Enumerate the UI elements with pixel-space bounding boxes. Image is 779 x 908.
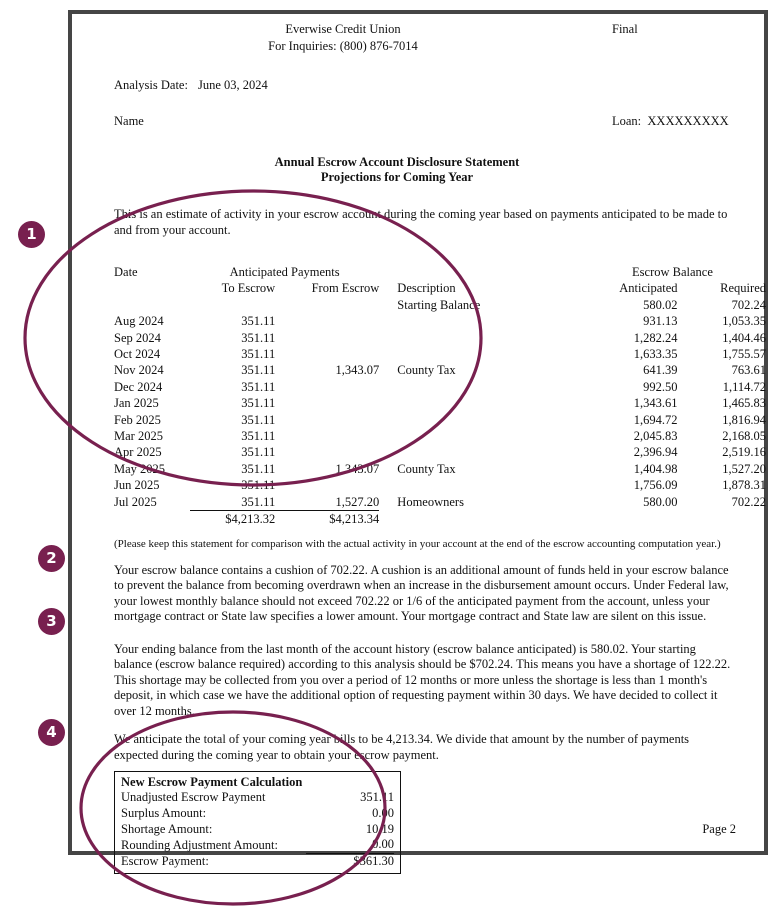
calculation-label: Shortage Amount: bbox=[121, 821, 213, 836]
cell-to-escrow: 351.11 bbox=[241, 363, 276, 378]
calculation-value: 10.19 bbox=[365, 821, 394, 836]
escrow-projection-table bbox=[114, 264, 766, 528]
cell-anticipated: 1,756.09 bbox=[633, 478, 678, 493]
table-footnote: (Please keep this statement for comparison with the actual activity in your account at the end of the escrow accounting computation year.) bbox=[114, 537, 721, 550]
cell-to-escrow: 351.11 bbox=[241, 379, 276, 394]
loan-number: Loan: XXXXXXXXX bbox=[612, 114, 729, 128]
cell-date: Nov 2024 bbox=[114, 363, 164, 378]
para-spacer-2 bbox=[94, 625, 742, 642]
col-header-date: Date bbox=[114, 265, 138, 279]
cell-anticipated: 1,282.24 bbox=[633, 330, 678, 345]
calculation-row-final bbox=[121, 854, 394, 870]
table-row bbox=[114, 379, 766, 395]
header-spacer bbox=[94, 56, 742, 78]
col-subheader-to-escrow: To Escrow bbox=[221, 281, 276, 296]
calculation-final-label: Escrow Payment: bbox=[121, 853, 209, 868]
cell-to-escrow: 351.11 bbox=[241, 429, 276, 444]
cell-required: 1,465.83 bbox=[722, 396, 766, 411]
calculation-table bbox=[121, 790, 394, 870]
table-row bbox=[114, 477, 766, 493]
analysis-date-value: June 03, 2024 bbox=[197, 78, 268, 92]
cell-required: 702.24 bbox=[731, 297, 766, 312]
cell-from-escrow bbox=[275, 395, 379, 411]
analysis-date-line bbox=[94, 78, 742, 97]
inquiries-phone: For Inquiries: (800) 876-7014 bbox=[268, 39, 418, 53]
calculation-row bbox=[121, 790, 394, 806]
cell-from-escrow bbox=[275, 428, 379, 444]
cell-from-escrow: 1,343.07 bbox=[335, 461, 380, 476]
cell-totals-description bbox=[379, 511, 579, 528]
cell-date: Sep 2024 bbox=[114, 330, 161, 345]
table-row bbox=[114, 428, 766, 444]
col-group-header-spacer bbox=[379, 264, 579, 280]
cell-date: Jan 2025 bbox=[114, 396, 159, 411]
calculation-label: Rounding Adjustment Amount: bbox=[121, 837, 278, 852]
cell-anticipated: 580.02 bbox=[643, 297, 678, 312]
cell-anticipated: 580.00 bbox=[643, 495, 678, 510]
cell-totals-date bbox=[114, 511, 190, 528]
cell-required: 1,816.94 bbox=[722, 412, 766, 427]
cell-required: 1,878.31 bbox=[722, 478, 766, 493]
page-title-line-2: Projections for Coming Year bbox=[320, 170, 474, 184]
cell-from-escrow bbox=[275, 313, 379, 329]
cell-description bbox=[379, 346, 579, 362]
calculation-row bbox=[121, 837, 394, 853]
shortage-paragraph: Your ending balance from the last month of the account history (escrow balance anticipated) is 580.02. Your starting balance (escrow balance required) according to this analysis should be $702.24. This means you have a shortage of 122.22. This shortage may be collected from you over a period of 12 months or more unless the shortage is less than 1 month's deposit, in which case we have the additional option of requesting payment within 30 days. We have decided to collect it over 12 months. bbox=[114, 641, 731, 718]
cell-from-escrow bbox=[275, 346, 379, 362]
cell-description bbox=[379, 428, 579, 444]
cell-description bbox=[379, 444, 579, 460]
cell-date: Jun 2025 bbox=[114, 478, 160, 493]
document-page bbox=[68, 10, 768, 869]
cell-date: Feb 2025 bbox=[114, 412, 161, 427]
cushion-paragraph: Your escrow balance contains a cushion of 702.22. A cushion is an additional amount of funds held in your escrow balance to prevent the balance from becoming overdrawn when an increase in the disbursement amount occurs. Under Federal law, your lowest monthly balance should not exceed 702.22 or 1/6 of the anticipated payment from the account, unless your mortgage contract or State law specifies a lower amount. Your mortgage contract and State law are silent on this issue. bbox=[114, 562, 729, 623]
intro-paragraph: This is an estimate of activity in your escrow account during the coming year based on payments anticipated to be made to and from your account. bbox=[114, 207, 728, 237]
table-sub-header-row bbox=[114, 280, 766, 296]
cell-required: 1,114.72 bbox=[722, 379, 766, 394]
analysis-date-label: Analysis Date: bbox=[114, 78, 188, 92]
col-group-header-escrow-balance: Escrow Balance bbox=[632, 265, 713, 279]
borrower-name-line bbox=[94, 114, 742, 133]
name-label: Name bbox=[114, 114, 144, 128]
cell-to-escrow: 351.11 bbox=[241, 412, 276, 427]
col-subheader-description: Description bbox=[397, 281, 456, 296]
table-row bbox=[114, 494, 766, 511]
cell-from-escrow bbox=[275, 330, 379, 346]
cell-anticipated: 1,633.35 bbox=[633, 347, 678, 362]
calculation-value: 0.00 bbox=[372, 805, 394, 820]
col-subheader-from-escrow: From Escrow bbox=[311, 281, 380, 296]
cell-anticipated: 1,694.72 bbox=[633, 412, 678, 427]
cell-date: Oct 2024 bbox=[114, 347, 161, 362]
table-row bbox=[114, 313, 766, 329]
cell-required: 1,755.57 bbox=[722, 347, 766, 362]
cell-to-escrow bbox=[190, 297, 275, 313]
cell-description bbox=[379, 395, 579, 411]
cell-required: 1,404.46 bbox=[722, 330, 766, 345]
table-row-totals bbox=[114, 511, 766, 528]
cell-totals-anticipated bbox=[579, 511, 678, 528]
intro-spacer bbox=[94, 185, 742, 207]
table-row bbox=[114, 412, 766, 428]
calculation-box-title: New Escrow Payment Calculation bbox=[121, 775, 303, 789]
cell-description: County Tax bbox=[397, 363, 456, 378]
cell-date: Dec 2024 bbox=[114, 379, 163, 394]
col-subheader-anticipated: Anticipated bbox=[619, 281, 678, 296]
cell-from-escrow bbox=[275, 444, 379, 460]
cell-date: Jul 2025 bbox=[114, 495, 157, 510]
para-spacer-1 bbox=[94, 551, 742, 563]
cell-total-from-escrow: $4,213.34 bbox=[275, 511, 379, 528]
cell-date: May 2025 bbox=[114, 461, 166, 476]
cell-description bbox=[379, 477, 579, 493]
title-spacer bbox=[94, 133, 742, 155]
cell-required: 1,527.20 bbox=[722, 461, 766, 476]
new-escrow-payment-calculation-box bbox=[114, 771, 401, 874]
cell-from-escrow bbox=[275, 412, 379, 428]
cell-anticipated: 1,404.98 bbox=[633, 461, 678, 476]
calculation-value: 351.11 bbox=[360, 790, 394, 804]
calculation-label: Unadjusted Escrow Payment bbox=[121, 790, 266, 804]
cell-anticipated: 992.50 bbox=[643, 379, 678, 394]
page-number: Page 2 bbox=[702, 822, 736, 836]
table-row bbox=[114, 444, 766, 460]
cell-description: Starting Balance bbox=[397, 297, 481, 312]
cell-description: Homeowners bbox=[397, 495, 464, 510]
calculation-row bbox=[121, 822, 394, 838]
cell-date: Apr 2025 bbox=[114, 445, 162, 460]
cell-to-escrow: 351.11 bbox=[241, 330, 276, 345]
cell-description bbox=[379, 379, 579, 395]
escrow-projection-table-wrapper bbox=[94, 264, 766, 528]
cell-description bbox=[379, 313, 579, 329]
table-row bbox=[114, 330, 766, 346]
cell-required: 702.22 bbox=[731, 495, 766, 510]
table-body bbox=[114, 297, 766, 528]
cell-to-escrow: 351.11 bbox=[241, 314, 276, 329]
cell-anticipated: 931.13 bbox=[643, 314, 678, 329]
table-group-header-row bbox=[114, 264, 766, 280]
cell-required: 2,519.16 bbox=[722, 445, 766, 460]
table-row bbox=[114, 346, 766, 362]
table-row bbox=[114, 461, 766, 477]
table-head bbox=[114, 264, 766, 297]
name-spacer bbox=[94, 97, 742, 114]
cell-to-escrow: 351.11 bbox=[241, 494, 276, 509]
calculation-value: 0.00 bbox=[372, 837, 394, 852]
table-row bbox=[114, 362, 766, 378]
page-title bbox=[94, 155, 742, 185]
cell-to-escrow: 351.11 bbox=[241, 478, 276, 493]
cell-from-escrow: 1,343.07 bbox=[335, 363, 380, 378]
cell-to-escrow: 351.11 bbox=[241, 396, 276, 411]
cell-from-escrow bbox=[275, 379, 379, 395]
cell-to-escrow: 351.11 bbox=[241, 445, 276, 460]
cell-required: 763.61 bbox=[731, 363, 766, 378]
table-row bbox=[114, 395, 766, 411]
cell-anticipated: 1,343.61 bbox=[633, 396, 678, 411]
cell-anticipated: 641.39 bbox=[643, 363, 678, 378]
cell-totals-required bbox=[678, 511, 766, 528]
cell-required: 1,053.35 bbox=[722, 314, 766, 329]
table-row-starting-balance bbox=[114, 297, 766, 313]
para-spacer-3 bbox=[94, 719, 742, 732]
status-label: Final bbox=[612, 22, 638, 36]
calculation-row bbox=[121, 806, 394, 822]
cell-date bbox=[114, 297, 190, 313]
cell-from-escrow: 1,527.20 bbox=[335, 494, 380, 509]
cell-to-escrow: 351.11 bbox=[241, 461, 276, 476]
anticipate-paragraph: We anticipate the total of your coming year bills to be 4,213.34. We divide that amount by the number of payments expected during the coming year to obtain your escrow payment. bbox=[114, 732, 690, 762]
annotation-marker-1: 1 bbox=[18, 221, 45, 248]
cell-from-escrow bbox=[275, 477, 379, 493]
cell-anticipated: 2,045.83 bbox=[633, 429, 678, 444]
table-spacer bbox=[94, 238, 742, 264]
cell-description: County Tax bbox=[397, 461, 456, 476]
calculation-label: Surplus Amount: bbox=[121, 805, 207, 820]
cell-anticipated: 2,396.94 bbox=[633, 445, 678, 460]
cell-total-to-escrow: $4,213.32 bbox=[190, 511, 275, 528]
cell-date: Aug 2024 bbox=[114, 314, 164, 329]
annotation-marker-2: 2 bbox=[38, 545, 65, 572]
document-header-row-2 bbox=[94, 39, 742, 56]
cell-required: 2,168.05 bbox=[722, 429, 766, 444]
col-group-header-anticipated-payments: Anticipated Payments bbox=[229, 265, 340, 279]
annotation-marker-4: 4 bbox=[38, 719, 65, 746]
cell-description bbox=[379, 412, 579, 428]
calculation-final-value: $361.30 bbox=[306, 854, 394, 870]
institution-name: Everwise Credit Union bbox=[285, 22, 401, 36]
cell-date: Mar 2025 bbox=[114, 429, 163, 444]
cell-from-escrow bbox=[275, 297, 379, 313]
col-subheader-required: Required bbox=[720, 281, 766, 296]
annotation-marker-3: 3 bbox=[38, 608, 65, 635]
cell-description bbox=[379, 330, 579, 346]
document-header-row-1 bbox=[94, 22, 742, 39]
page-title-line-1: Annual Escrow Account Disclosure Statement bbox=[274, 155, 520, 169]
cell-to-escrow: 351.11 bbox=[241, 347, 276, 362]
col-subheader-date-blank bbox=[114, 280, 190, 296]
